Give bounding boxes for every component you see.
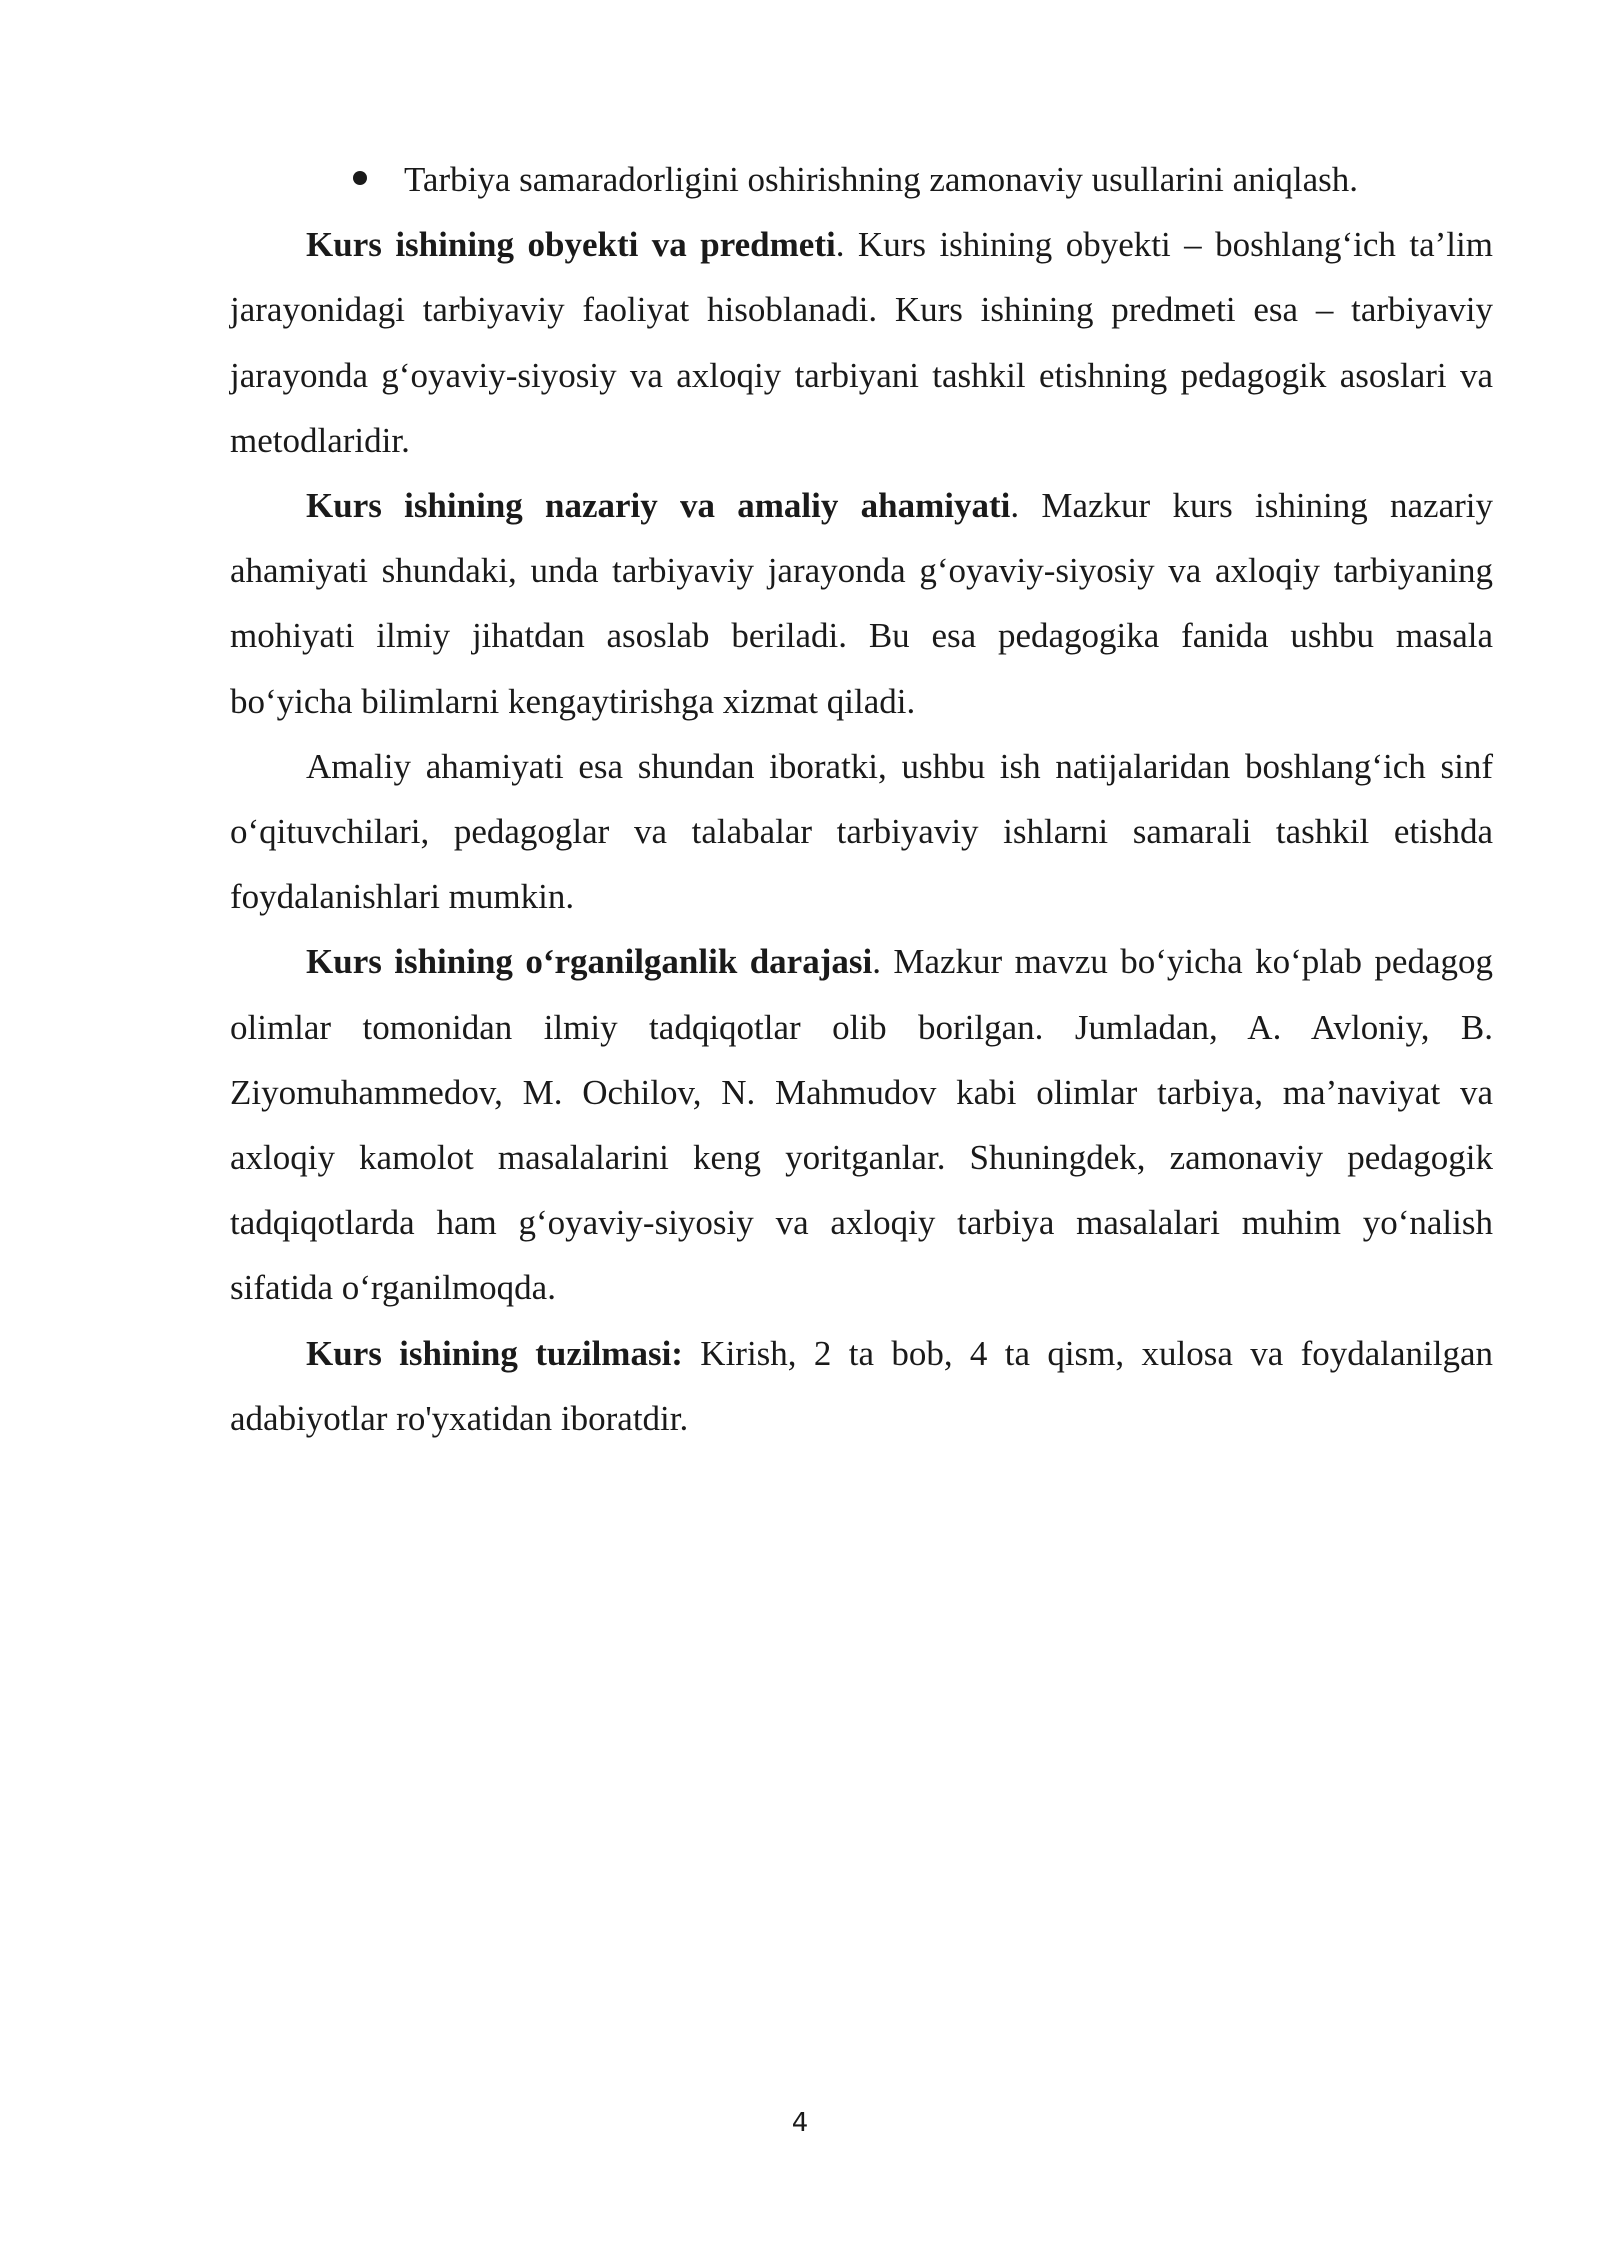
- paragraph-degree-of-study: [230, 929, 1493, 1320]
- paragraph-heading: Kurs ishining obyekti va predmeti: [306, 225, 836, 265]
- paragraph-object-subject: [230, 212, 1493, 473]
- page-number: 4: [791, 2108, 809, 2138]
- page-content: [230, 147, 1493, 1451]
- paragraph-text: . Mazkur kurs ishining nazariy ahamiyati shundaki, unda tarbiyaviy jarayonda g‘oyaviy-siyosiy va axloqiy tarbiyaning mohiyati ilmiy jihatdan asoslab beriladi. Bu esa pedagogika fanida ushbu masala bo‘yicha bilimlarni kengaytirishga xizmat qiladi.: [230, 486, 1493, 721]
- paragraph-heading: Kurs ishining o‘rganilganlik darajasi: [306, 942, 873, 982]
- paragraph-structure: [230, 1321, 1493, 1451]
- paragraph-text: Kirish, 2 ta bob, 4 ta qism, xulosa va foydalanilgan adabiyotlar ro'yxatidan iboratdir.: [230, 1333, 1493, 1438]
- paragraph-text: Amaliy ahamiyati esa shundan iboratki, ushbu ish natijalaridan boshlang‘ich sinf o‘qituvchilari, pedagoglar va talabalar tarbiyaviy ishlarni samarali tashkil etishda foydalanishlari mumkin.: [230, 746, 1493, 917]
- bullet-icon: [353, 171, 367, 185]
- paragraph-text: . Mazkur mavzu bo‘yicha ko‘plab pedagog olimlar tomonidan ilmiy tadqiqotlar olib borilgan. Jumladan, A. Avloniy, B. Ziyomuhammedov, M. Ochilov, N. Mahmudov kabi olimlar tarbiya, ma’naviyat va axloqiy kamolot masalalarini keng yoritganlar. Shuningdek, zamonaviy pedagogik tadqiqotlarda ham g‘oyaviy-siyosiy va axloqiy tarbiya masalalari muhim yo‘nalish sifatida o‘rganilmoqda.: [230, 942, 1493, 1308]
- paragraph-text: . Kurs ishining obyekti – boshlang‘ich ta’lim jarayonidagi tarbiyaviy faoliyat hisoblanadi. Kurs ishining predmeti esa – tarbiyaviy jarayonda g‘oyaviy-siyosiy va axloqiy tarbiyani tashkil etishning pedagogik asoslari va metodlaridir.: [230, 225, 1493, 460]
- paragraph-heading: Kurs ishining tuzilmasi:: [306, 1333, 683, 1373]
- paragraph-practical-significance: [230, 734, 1493, 930]
- paragraph-heading: Kurs ishining nazariy va amaliy ahamiyati: [306, 486, 1011, 526]
- bullet-item-text: Tarbiya samaradorligini oshirishning zamonaviy usullarini aniqlash.: [404, 160, 1359, 199]
- paragraph-significance: [230, 473, 1493, 734]
- bullet-list-item: [230, 147, 1493, 212]
